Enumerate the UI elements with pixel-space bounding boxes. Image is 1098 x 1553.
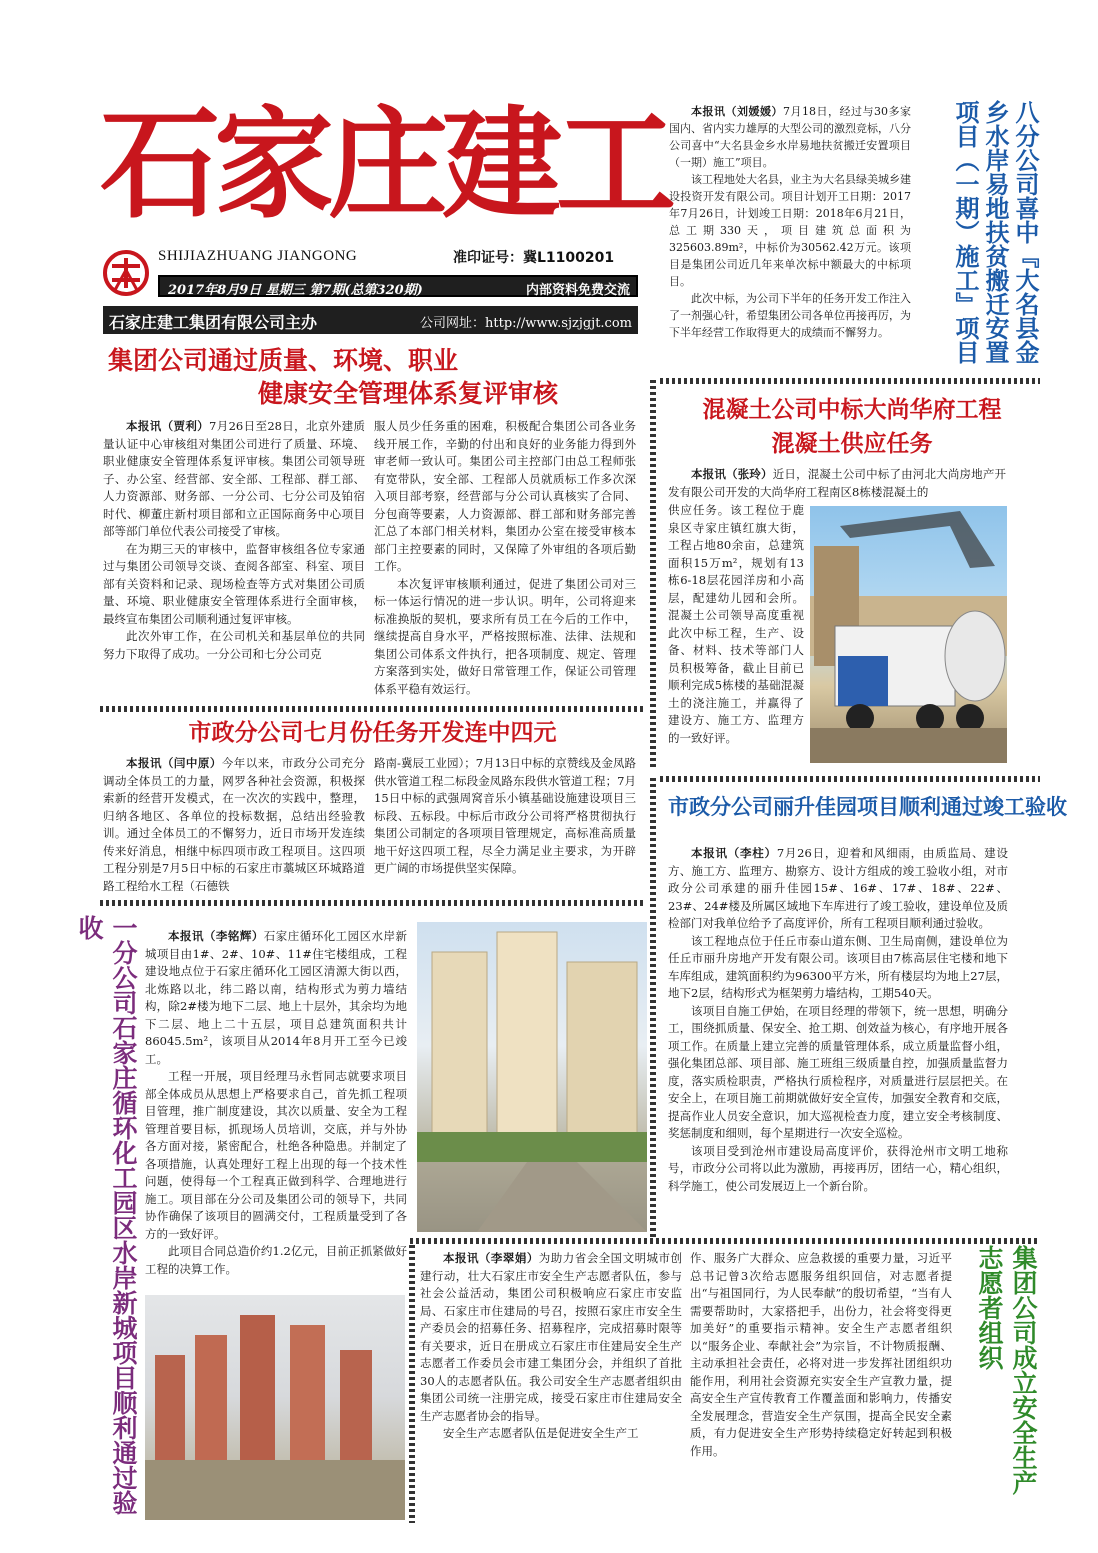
masthead-circulation: 内部资料免费交流 — [525, 283, 630, 298]
divider — [650, 778, 656, 1238]
divider — [650, 380, 656, 770]
municipal-july-col-2: 路南-冀辰工业园）；7月13日中标的京赞线及金凤路供水管道工程二标段金凤路东段供水管道工程；7月15日中标的武强周窝音乐小镇基础设施建设项目三标段、五标段。中标后市政分公司将严格贯彻执行集团公司制定的各项项目管理规定，高标准高质量地干好这四项工程，尽全力满足业主要求，为开辟更广阔的市场提供坚实保障。 — [374, 756, 636, 875]
bafen-para-1: 本报讯（刘媛媛）7月18日，经过与30多家国内、省内实力雄厚的大型公司的激烈竞标，八分公司喜中“大名县金乡水岸易地扶贫搬迁安置项目（一期）施工”项目。 — [669, 105, 911, 169]
certification-headline-2: 健康安全管理体系复评审核 — [258, 379, 559, 408]
xunhuan-site-photo — [145, 1295, 405, 1520]
concrete-narrow: 供应任务。该工程位于鹿泉区寺家庄镇红旗大街，工程占地80余亩，总建筑面积15万m²，规划有13栋6-18层花园洋房和小高层，配建幼儿园和会所。混凝土公司领导高度重视此次中标工程，生产、设备、材料、技术等部门人员积极筹备，截止目前已顺利完成5栋楼的基础混凝土的浇注施工，并赢得了建设方、施工方、监理方的一致好评。 — [668, 503, 804, 745]
xunhuan-byline: 本报讯（李铭辉） — [168, 929, 264, 943]
bafen-byline: 本报讯（刘媛媛） — [691, 105, 783, 118]
masthead-sponsor-bar — [103, 306, 638, 334]
masthead-title: 石家庄建工 — [100, 96, 670, 235]
divider — [410, 1238, 1040, 1244]
volunteer-col-1: 本报讯（李翠娟）为助力省会全国文明城市创建行动，壮大石家庄市安全生产志愿者队伍，参与社会公益活动，集团公司积极响应石家庄市安监局、石家庄市住建局的号召，按照石家庄市安全生产委员会的招募任务、招募程序，完成招募时限等有关要求，近日在册成立石家庄市住建局安全生产志愿者工作委员会市建工集团分会，并组织了首批30人的志愿者队伍。我公司安全生产志愿者组织由集团公司统一注册完成，接受石家庄市住建局安全生产志愿者协会的指导。 安全生产志愿者队伍是促进安全生产工 — [420, 1251, 683, 1440]
divider — [100, 706, 645, 712]
lisheng-body: 本报讯（李柱）7月26日，迎着和风细雨，由质监局、建设方、施工方、监理方、勘察方、设计方组成的竣工验收小组，对市政分公司承建的丽升佳园15#、16#、17#、18#、22#、23#、24#楼及所属区域地下车库进行了竣工验收，建设单位及质检部门对我单位给予了高度评价，所有工程项目顺利通过验收。 该工程地点位于任丘市泰山道东侧、卫生局南侧，建设单位为任丘市丽升房地产开发有限公司。该项目由7栋高层住宅楼和地下车库组成，建筑面积约为96300平方米，所有楼层均为地上27层，地下2层，结构形式为框架剪力墙结构，工期540天。 该项目自施工伊始，在项目经理的带领下，统一思想，明确分工，围绕抓质量、保安全、抢工期、创效益为核心，有序地开展各项工作。在质量上建立完善的质量管理体系，成立质量监督小组，强化集团总部、项目部、施工班组三级质量自控，加强质量监督力度，落实质检职责，严格执行质检程序，对质量进行层层把关。在安全上，在项目施工前期就做好安全宣传，加强安全教育和交底，提高作业人员安全意识，加大巡视检查力度，建立安全考核制度、奖惩制度和细则，每个星期进行一次安全巡检。 该项目受到沧州市建设局高度评价，获得沧州市文明工地称号，市政分公司将以此为激励，再接再厉，团结一心，精心组织，科学施工，使公司发展迈上一个新台阶。 — [668, 846, 1009, 1193]
xunhuan-lead: 本报讯（李铭辉）石家庄循环化工园区水岸新城项目由1#、2#、10#、11#住宅楼组成，工程建设地点位于石家庄循环化工园区清源大街以西，北炼路以北，纬二路以南，结构形式为剪力墙结构，除2#楼为地下二层、地上十层外，其余均为地下二层、地上二十五层，项目总建筑面积共计86045.5m²，该项目从2014年8月开工至今已竣工。 工程一开展，项目经理马永哲同志就要求项目部全体成员从思想上严格要求自己，首先抓工程项目管理，推广制度建设，其次以质量、安全为工程管理首要目标，抓现场人员培训，交底，并与外协各方面对接，紧密配合，杜绝各种隐患。并制定了各项措施，认真处理好工程上出现的每一个技术性问题，使得每一个工程真正做到科学、合理地进行施工。项目部在分公司及集团公司的领导下，共同协作确保了该项目的圆满交付，工程质量受到了各方的一致好评。 此项目合同总造价约1.2亿元，目前正抓紧做好工程的决算工作。 — [145, 929, 408, 1276]
certification-headline-1: 集团公司通过质量、环境、职业 — [108, 346, 459, 375]
lisheng-headline: 市政分公司丽升佳园项目顺利通过竣工验收 — [668, 795, 1067, 819]
concrete-headline-1: 混凝土公司中标大尚华府工程 — [702, 397, 1002, 423]
masthead-permit: 准印证号：冀L1100201 — [453, 250, 615, 266]
volunteer-headline: 集团公司成立安全生产志愿者组织 — [975, 1245, 1038, 1495]
masthead-website[interactable]: 公司网址：http://www.sjzjgjt.com — [420, 316, 632, 331]
bafen-headline: 八分公司喜中『大名县金乡水岸易地扶贫搬迁安置项目（一期）施工』项目 — [951, 100, 1039, 364]
divider — [660, 776, 1040, 782]
certification-col-2: 服人员少任务重的困难，积极配合集团公司各业务线开展工作，辛勤的付出和良好的业务能力得到外审老师一致认可。集团公司主控部门由总工程师张有宽带队，安全部、工程部人员就质标工作多次深入项目部考察，经营部与分公司认真核实了合同、分包商等要素，人力资源部、群工部和财务部完善汇总了本部门相关材料，集团办公室在接受审核本部门主控要素的同时，又保障了外审组的各项后勤工作。 本次复评审核顺利通过，促进了集团公司对三标一体运行情况的进一步认识。明年，公司将迎来标准换版的契机，要求所有员工在今后的工作中，继续提高自身水平，严格按照标准、法律、法规和集团公司体系文件执行，把各项制度、规定、管理方案落到实处，做好日常管理工作，保证公司管理体系平稳有效运行。 — [374, 419, 636, 696]
municipal-july-headline: 市政分公司七月份任务开发连中四元 — [188, 720, 557, 746]
bafen-para-3: 此次中标，为公司下半年的任务开发工作注入了一剂强心针，希望集团公司各单位再接再厉，为下半年经营工作取得更大的成绩而不懈努力。 — [669, 292, 911, 339]
municipal-july-col-1: 本报讯（闫中原）今年以来，市政分公司充分调动全体员工的力量，网罗各种社会资源，积极探索新的经营开发模式，在一次次的实践中，整理，归纳各地区、各单位的投标数据，总结出经验教训。通过全体员工的不懈努力，近日市场开发连续传来好消息，相继中标四项市政工程项目。这四项工程分别是7月5日中标的石家庄市藁城区环城路道路工程给水工程（石德铁 — [103, 756, 366, 893]
masthead-pinyin: SHIJIAZHUANG JIANGONG — [158, 248, 358, 264]
lisheng-byline: 本报讯（李柱） — [691, 846, 777, 860]
volunteer-col-2: 作、服务广大群众、应急救援的重要力量，习近平总书记曾3次给志愿服务组织回信，对志愿者提出“与祖国同行，为人民奉献”的殷切希望，“当有人需要帮助时，大家搭把手，出份力，社会将变得更加美好”的重要指示精神。安全生产志愿者组织以“服务企业、奉献社会”为宗旨，不计物质报酬、主动承担社会责任，必将对进一步发挥社团组织功能作用，利用社会资源充实安全生产宣教力量，提高安全生产宣传教育工作覆盖面和影响力，传播安全发展理念，营造安全生产氛围，提高全民安全素质，有力促进安全生产形势持续稳定好转起到积极作用。 — [690, 1251, 952, 1458]
divider — [409, 1245, 415, 1523]
certification-col-1: 本报讯（贾利）7月26日至28日，北京外建质量认证中心审核组对集团公司进行了质量、环境、职业健康安全管理体系复评审核。集团公司领导班子、办公室、经营部、安全部、工程部、群工部、人力资源部、财务部、一分公司、七分公司及铂宿时代、柳董庄新村项目部和立正国际商务中心项目部等部门单位代表公司接受了审核。 在为期三天的审核中，监督审核组各位专家通过与集团公司领导交谈、查阅各部室、科室、项目部有关资料和记录、现场检查等方式对集团公司质量、环境、职业健康安全管理体系进行全面审核，最终宣布集团公司顺利通过复评审核。 此次外审工作，在公司机关和基层单位的共同努力下取得了成功。一分公司和七分公司克 — [103, 419, 365, 661]
municipal-july-byline: 本报讯（闫中原） — [126, 756, 222, 770]
xunhuan-headline: 一分公司石家庄循环化工园区水岸新城项目顺利通过验收 — [75, 915, 138, 1515]
logo-icon — [103, 250, 149, 296]
concrete-byline: 本报讯（张玲） — [691, 467, 773, 481]
certification-byline: 本报讯（贾利） — [126, 419, 210, 433]
masthead-dateline: 2017年8月9日 星期三 第7期(总第320期) — [168, 283, 423, 298]
concrete-headline-2: 混凝土供应任务 — [771, 431, 933, 457]
divider — [100, 900, 645, 906]
concrete-lead: 本报讯（张玲）近日，混凝土公司中标了由河北大尚房地产开发有限公司开发的大尚华府工程南区8栋楼混凝土的 — [668, 467, 1007, 499]
divider — [660, 378, 1040, 384]
masthead-date-bar — [158, 275, 638, 297]
volunteer-byline: 本报讯（李翠娟） — [443, 1251, 539, 1265]
concrete-truck-photo — [810, 506, 1007, 763]
bafen-article — [669, 103, 911, 341]
masthead-sponsor: 石家庄建工集团有限公司主办 — [109, 313, 318, 332]
bafen-para-2: 该工程地处大名县，业主为大名县绿美城乡建设投资开发有限公司。项目计划开工日期：2017年7月26日，计划竣工日期：2018年6月21日，总工期330天，项目建筑总面积为325603.89m²，中标价为30562.42万元。该项目是集团公司近几年来单次标中额最大的中标项目。 — [669, 173, 911, 288]
residential-towers-photo — [417, 922, 647, 1232]
